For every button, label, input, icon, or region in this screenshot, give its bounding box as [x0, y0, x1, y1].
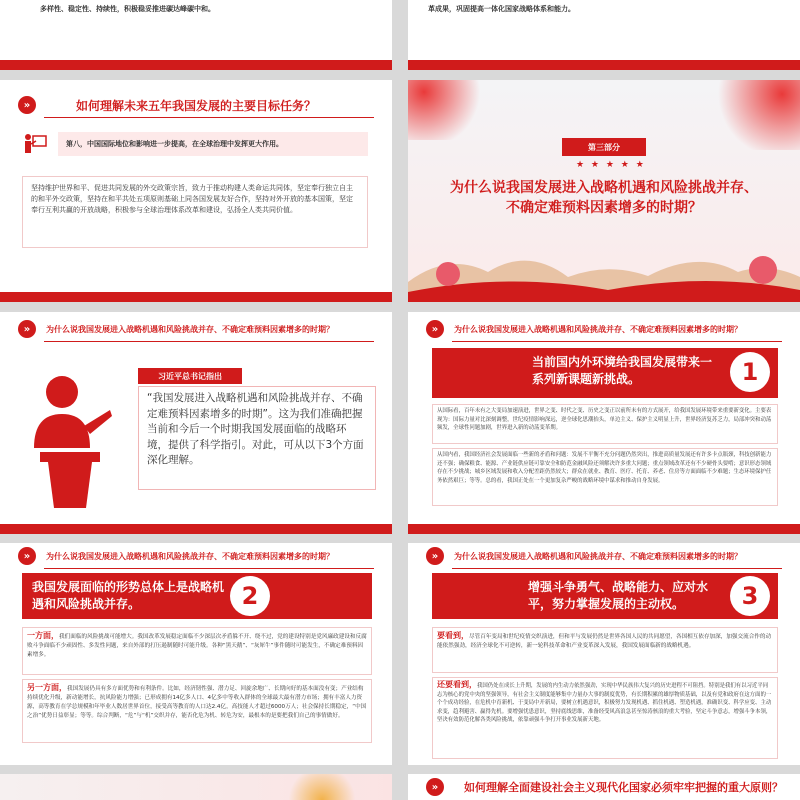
teacher-icon: [22, 132, 48, 158]
slide-header: 为什么说我国发展进入战略机遇和风险挑战并存、不确定难预料因素增多的时期？: [46, 324, 334, 334]
body-box: [22, 176, 368, 248]
bottom-bar: [0, 524, 392, 534]
speaker-icon: [20, 370, 120, 510]
para-text: 从国内看，我国经济社会发展面临一些新的矛盾和问题：发展不平衡不充分问题仍然突出，推进高质量发展还有许多卡点瓶颈，科技创新能力还不强；确保粮食、能源、产业链供应链可靠安全和防范金融风险还须解决许多重大问题；重点领域改革还有不少硬骨头要啃；意识形态领域存在不少挑战；城乡区域发展和收入分配差距仍然较大；群众在就业、教育、医疗、托育、养老、住房等方面面临不少难题；生态环境保护任务依然艰巨；等等。总的看，我国正处在一个更加复杂严峻的战略环境中谋求和推动自身发展。: [437, 452, 772, 484]
para-text: 我们面临的风险挑战可能增大。我国改革发展稳定面临不少深层次矛盾躲不开、绕不过，党的建设特别是党风廉政建设和反腐败斗争面临不少顽固性、多发性问题，来自外部的打压遏制随时可能升级。各种“黑天鹅”、“灰犀牛”事件随时可能发生，不确定难预料因素增多。: [27, 634, 367, 658]
para: [27, 683, 367, 721]
para-text: 从国际看，百年未有之大变局加速演进，世界之变、时代之变、历史之变正以前所未有的方式展开，给我国发展环境带来重要新变化。主要表现为：国际力量对比深刻调整，世纪疫情影响深远，逆全球化思潮抬头，单边主义、保护主义明显上升，世界经济复苏乏力，局部冲突和动荡频发，全球性问题加剧，世界进入新的动荡变革期。: [437, 408, 772, 431]
para-lead: 要看到，: [437, 631, 469, 640]
number: 2: [241, 582, 259, 610]
slide-point-two: [0, 543, 392, 765]
quote-text: “我国发展进入战略机遇和风险挑战并存、不确定难预料因素增多的时期”。这为我们准确把握当前和今后一个时期我国发展面临的战略环境，提供了科学指引。对此，可从以下3个方面深化理解。: [147, 392, 364, 466]
point-box: [58, 132, 368, 156]
chevron-double-icon: »: [18, 96, 36, 114]
slide-title: 如何理解未来五年我国发展的主要目标任务？: [76, 98, 317, 113]
slide-goals: [0, 80, 392, 302]
para: [437, 631, 773, 651]
body-text: 坚持维护世界和平、促进共同发展的外交政策宗旨，致力于推动构建人类命运共同体，坚定奉行独立自主的和平外交政策，坚持在和平共处五项原则基础上同各国发展友好合作，坚持对外开放的基本国策，坚定奉行互利共赢的开放战略，积极参与全球治理体系改革和建设，弘扬全人类共同价值。: [31, 184, 353, 214]
part-badge: [562, 138, 646, 156]
para-lead: 还要看到，: [437, 680, 477, 689]
slide-header: 为什么说我国发展进入战略机遇和风险挑战并存、不确定难预料因素增多的时期？: [46, 551, 334, 561]
para-text: 我国发展仍具有多方面优势和有利条件。比如，经济韧性强、潜力足、回旋余地广、长期向好的基本面没有变；产业结构持续优化升级，新动能增长，抗风险能力增强；已形成拥有14亿多人口、4亿多中等收入群体的全球最大最有潜力市场；拥有丰富人力资源，高等教育在学总规模和年毕业人数居世界首位，接受高等教育的人口达2.4亿，高技能人才超过6000万人；社会保持长期稳定，“中国之治”优势日益彰显；等等。综合判断，“危”与“机”交织并存，能否化危为机、转危为安，最根本的是要把我们自己的事情做好。: [27, 686, 367, 719]
bottom-bar: [0, 60, 392, 70]
slide-header: 为什么说我国发展进入战略机遇和风险挑战并存、不确定难预料因素增多的时期？: [454, 551, 742, 561]
number-badge: [730, 352, 770, 392]
para-box-1: [432, 404, 778, 444]
number-badge: [230, 576, 270, 616]
chevron-double-icon: »: [18, 320, 36, 338]
para-box-2: [432, 677, 778, 759]
stars: ★ ★ ★ ★ ★: [576, 160, 646, 170]
slide-text: 多样性、稳定性、持续性，积极稳妥推进碳达峰碳中和。: [40, 5, 215, 13]
slide-bottom-right: [408, 774, 800, 800]
point-text: 第八，中国国际地位和影响进一步提高，在全球治理中发挥更大作用。: [66, 139, 283, 148]
head-banner: [432, 573, 778, 619]
para-box-2: [22, 679, 372, 743]
slide-directive: [0, 312, 392, 534]
head-text: 当前国内外环境给我国发展带来一系列新课题新挑战。: [532, 355, 713, 386]
bottom-bar: [408, 60, 800, 70]
quote-tag: [138, 368, 242, 384]
para: [437, 681, 773, 725]
head-banner: [432, 348, 778, 398]
chevron-double-icon: »: [426, 778, 444, 796]
para-text: 尽管百年变局和世纪疫情交织演进，但和平与发展仍然是世界各国人民的共同愿望，各国相互依存加深，加强交流合作的动能依然强劲，经济全球化不可逆转，新一轮科技革命和产业变革深入发展，我国发展面临新的战略机遇。: [437, 634, 772, 649]
para-text: 我国仍处在成长上升期，发展的内生动力依然强劲，实现中华民族伟大复兴的历史进程不可阻挡。特别是我们有以习近平同志为核心的党中央的坚强领导，有社会主义制度能够集中力量办大事的制度优势，有长期积累的雄厚物质基础，以及有党和政府在这方面的一个个成功经验，在危机中育新机、于变局中开新局，要树立机遇意识，积极努力发现机遇、抓住机遇、塑造机遇，准确识变、科学应变、主动求变，趋利避害、赢得先机。要增强忧患意识，坚持底线思维，准备经受风高浪急甚至惊涛骇浪的重大考验，坚定斗争意志，增强斗争本领，坚决有效防范化解各类风险挑战，依靠顽强斗争打开事业发展新天地。: [437, 683, 772, 724]
para-lead: 一方面，: [27, 631, 59, 640]
para: [27, 631, 367, 660]
number: 1: [741, 358, 759, 386]
slide-header: 为什么说我国发展进入战略机遇和风险挑战并存、不确定难预料因素增多的时期？: [454, 324, 742, 334]
landscape: [408, 242, 800, 302]
slide-top-left: [0, 0, 392, 70]
part-title: 为什么说我国发展进入战略机遇和风险挑战并存、不确定难预料因素增多的时期？: [450, 180, 758, 216]
slide-part-three: [408, 80, 800, 302]
slide-bottom-left: [0, 774, 392, 800]
chevron-double-icon: »: [426, 320, 444, 338]
chevron-double-icon: »: [18, 547, 36, 565]
bottom-bar: [0, 292, 392, 302]
part-label: 第三部分: [588, 142, 620, 152]
head-text: 增强斗争勇气、战略能力、应对水平，努力掌握发展的主动权。: [528, 580, 709, 611]
para-lead: 另一方面，: [27, 683, 67, 692]
slide-text: 革成果，巩固提高一体化国家战略体系和能力。: [428, 5, 575, 13]
number: 3: [741, 582, 759, 610]
number-badge: [730, 576, 770, 616]
slide-top-right: [408, 0, 800, 70]
slide-point-three: [408, 543, 800, 765]
para-box-2: [432, 448, 778, 506]
chevron-double-icon: »: [426, 547, 444, 565]
slide-point-one: [408, 312, 800, 534]
quote-tag-label: 习近平总书记指出: [158, 371, 222, 381]
para-box-1: [432, 627, 778, 673]
head-banner: [22, 573, 372, 619]
quote-box: [138, 386, 376, 490]
bottom-bar: [408, 524, 800, 534]
slide-title: 如何理解全面建设社会主义现代化国家必须牢牢把握的重大原则？: [464, 781, 783, 794]
head-text: 我国发展面临的形势总体上是战略机遇和风险挑战并存。: [32, 580, 225, 611]
para-box-1: [22, 627, 372, 675]
